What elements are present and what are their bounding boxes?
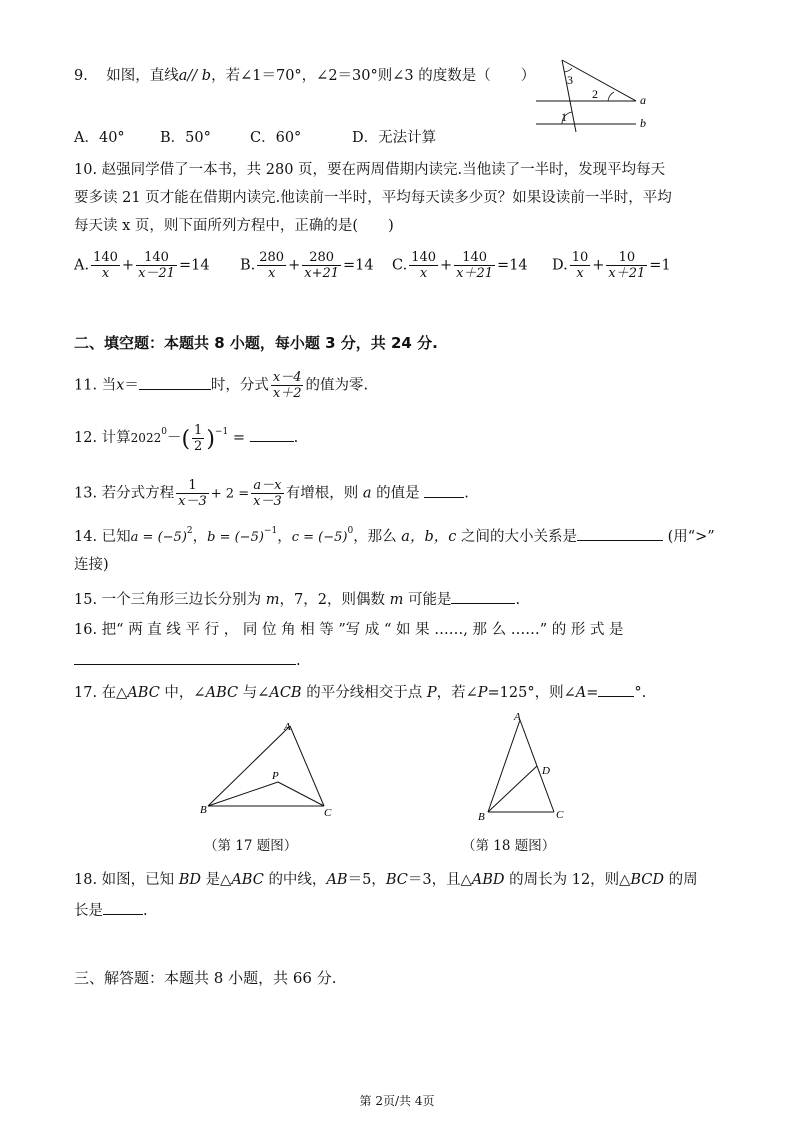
q10-option-c: C. $\frac{140}{x}$ + $\frac{140}{x+21}$ =14 xyxy=(392,250,528,281)
fig18-caption: （第 18 题图） xyxy=(462,838,556,854)
q11-blank[interactable] xyxy=(139,375,211,390)
q10-line3: 每天读 x 页，则下面所列方程中，正确的是( ) xyxy=(74,218,394,234)
q9-option-b: B．50° xyxy=(160,130,211,146)
page-footer: 第 2页/共 4页 xyxy=(359,1094,435,1108)
q9-stem: 9. 如图，直线a// b，若∠1＝70°，∠2＝30°则∠3 的度数是（ ） xyxy=(74,68,536,84)
q18-blank[interactable] xyxy=(103,900,143,915)
fig17-caption: （第 17 题图） xyxy=(204,838,298,854)
q15-blank[interactable] xyxy=(451,589,515,604)
fig18-label-d: D xyxy=(542,765,550,777)
q15: 15. 一个三角形三边长分别为 m，7，2，则偶数 m 可能是 . xyxy=(74,589,520,610)
q14-blank[interactable] xyxy=(577,526,663,541)
q13-blank[interactable] xyxy=(424,483,464,498)
fig9-label-1: 1 xyxy=(561,110,567,124)
q12: 12. 计算$2022^0-$( $\frac{1}{2}$ )$^{-1}$ = . xyxy=(74,422,299,454)
q9-figure xyxy=(528,56,658,136)
fig17-label-a: A xyxy=(284,721,291,733)
fig18-label-c: C xyxy=(556,809,564,821)
fig9-label-2: 2 xyxy=(592,87,598,101)
q16-line1: 16. 把“ 两 直 线 平 行 ， 同 位 角 相 等 ”写 成 “ 如 果 ……, 那 么 ……” 的 形 式 是 xyxy=(74,622,624,638)
q18-line1: 18. 如图，已知 BD 是△ABC 的中线，AB＝5，BC＝3，且△ABD 的周长为 12，则△BCD 的周 xyxy=(74,872,698,888)
q9-option-d: D．无法计算 xyxy=(352,130,437,146)
section-2-heading: 二、填空题：本题共 8 小题，每小题 3 分，共 24 分. xyxy=(74,334,438,352)
q14-line1: 14. 已知$a = (-5)^2$，$b = (-5)^{-1}$，$c = (-5)^0$，那么 a，b，c 之间的大小关系是 (用“>” xyxy=(74,526,715,545)
q11: 11. 当x＝ 时，分式 $\frac{x-4}{x+2}$ 的值为零. xyxy=(74,370,369,401)
fig17-label-b: B xyxy=(200,804,207,816)
q14-line2: 连接) xyxy=(74,557,109,573)
section-3-heading: 三、解答题：本题共 8 小题，共 66 分. xyxy=(74,969,337,987)
q9-option-a: A．40° xyxy=(74,130,125,146)
q17-blank[interactable] xyxy=(598,682,634,697)
fig18-triangle xyxy=(474,708,574,824)
q18-line2: 长是 . xyxy=(74,900,148,921)
fig17-triangle xyxy=(196,716,346,820)
q12-blank[interactable] xyxy=(250,427,294,442)
q10-option-a: A. $\frac{140}{x}$ + $\frac{140}{x-21}$ =14 xyxy=(74,250,210,281)
fig18-label-b: B xyxy=(478,811,485,823)
q17: 17. 在△ABC 中，∠ABC 与∠ACB 的平分线相交于点 P，若∠P=125°，则∠A= °. xyxy=(74,682,646,703)
q10-option-b: B. $\frac{280}{x}$ + $\frac{280}{x+21}$ =14 xyxy=(240,250,374,281)
q9-option-c: C．60° xyxy=(250,130,302,146)
q10-line1: 10. 赵强同学借了一本书，共 280 页，要在两周借期内读完.当他读了一半时，发现平均每天 xyxy=(74,162,666,178)
fig18-label-a: A xyxy=(514,711,521,723)
fig9-label-b: b xyxy=(640,116,646,130)
fig9-label-3: 3 xyxy=(567,73,573,87)
q13: 13. 若分式方程 $\frac{1}{x-3}$ + 2 = $\frac{a-x}{x-3}$ 有增根，则 a 的值是 . xyxy=(74,478,469,509)
q16-blank[interactable] xyxy=(74,650,296,665)
q10-option-d: D. $\frac{10}{x}$ + $\frac{10}{x+21}$ =1 xyxy=(552,250,671,281)
q10-line2: 要多读 21 页才能在借期内读完.他读前一半时，平均每天读多少页？如果设读前一半时，平均 xyxy=(74,190,672,206)
q16-line2: . xyxy=(74,650,301,671)
fig9-label-a: a xyxy=(640,93,646,107)
fig17-label-p: P xyxy=(272,770,279,782)
fig17-label-c: C xyxy=(324,807,332,819)
